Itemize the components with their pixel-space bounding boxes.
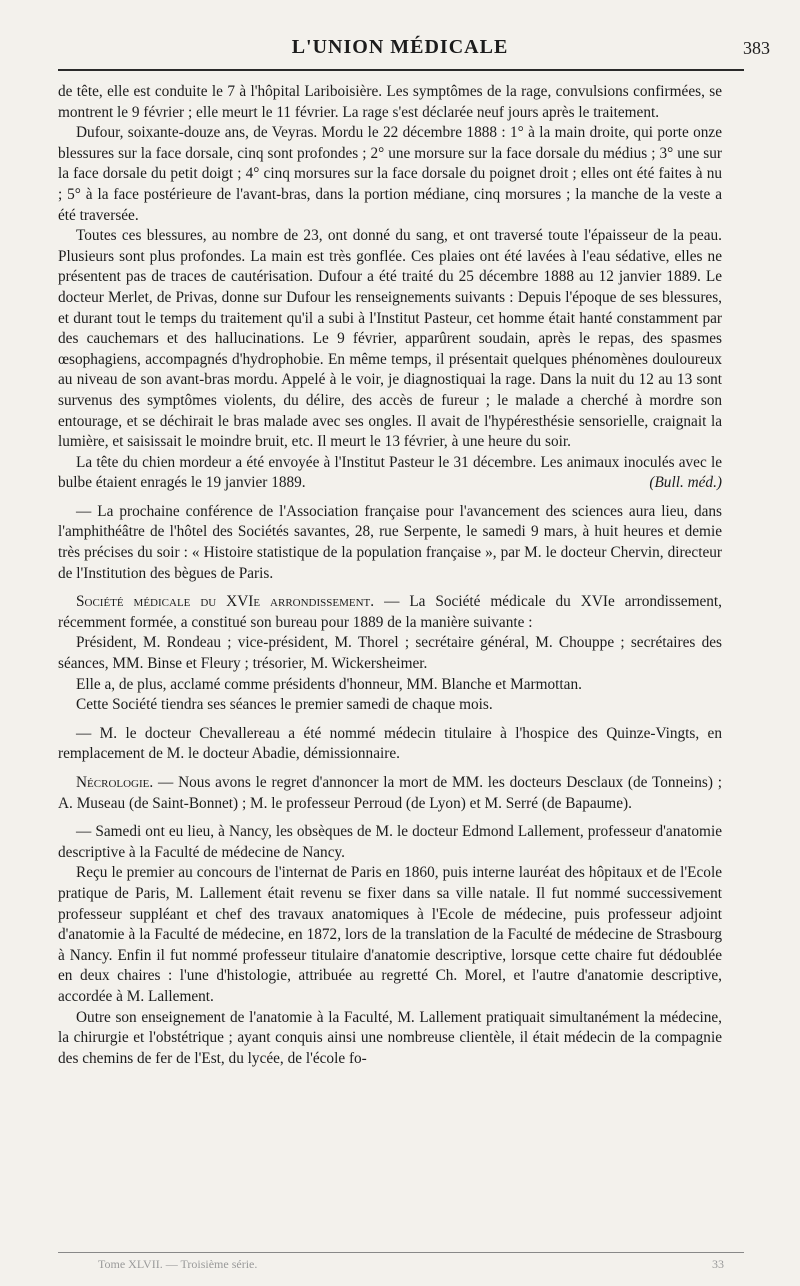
paragraph-p12 xyxy=(58,822,722,863)
paragraph-text: Président, M. Rondeau ; vice-président, M. Thorel ; secrétaire général, M. Chouppe ; secrétaires des séances, MM. Binse et Fleury ; trésorier, M. Wickersheimer. xyxy=(58,634,722,673)
paragraph-p5 xyxy=(58,502,722,584)
paragraph-p3 xyxy=(58,226,722,453)
paragraph-p11 xyxy=(58,773,722,814)
citation: (Bull. méd.) xyxy=(649,474,722,492)
section-lead: Nécrologie. xyxy=(76,774,154,791)
paragraph-p9 xyxy=(58,695,722,716)
paragraph-p6 xyxy=(58,592,722,633)
section-gap xyxy=(58,716,722,724)
paragraph-text: — M. le docteur Chevallereau a été nommé médecin titulaire à l'hospice des Quinze-Vingts, en remplacement de M. le docteur Abadie, démissionnaire. xyxy=(58,724,722,763)
paragraph-text: — La Société médicale du XVIe arrondissement, récemment formée, a constitué son bureau pour 1889 de la manière suivante : xyxy=(58,593,722,631)
paragraph-p1 xyxy=(58,82,722,123)
paragraph-p2 xyxy=(58,123,722,226)
paragraph-text: Elle a, de plus, acclamé comme présidents d'honneur, MM. Blanche et Marmottan. xyxy=(76,675,582,693)
footer-volume: Tome XLVII. — Troisième série. xyxy=(98,1257,258,1271)
paragraph-text: — Samedi ont eu lieu, à Nancy, les obsèques de M. le docteur Edmond Lallement, professeur d'anatomie descriptive à la Faculté de médecine de Nancy. xyxy=(58,823,722,861)
paragraph-p7 xyxy=(58,633,722,674)
paragraph-text: La tête du chien mordeur a été envoyée à l'Institut Pasteur le 31 décembre. Les animaux inoculés avec le bulbe étaient enragés le 19 janvier 1889. xyxy=(58,453,722,492)
header-rule xyxy=(58,69,744,71)
paragraph-text: Cette Société tiendra ses séances le premier samedi de chaque mois. xyxy=(76,696,493,714)
paragraph-text: Reçu le premier au concours de l'internat de Paris en 1860, puis interne lauréat des hôpitaux et de l'Ecole pratique de Paris, M. Lallement était revenu se fixer dans sa ville natale. Il fut nommé successivement professeur suppléant et chef des travaux anatomiques à l'Ecole de médecine, puis professeur adjoint d'anatomie à la Faculté de médecine, en 1872, lors de la translation de la Faculté de médecine de Strasbourg à Nancy. Enfin il fut nommé professeur titulaire d'anatomie descriptive, lorsque cette chaire fut dédoublée en deux chaires : l'une d'histologie, attribuée au regretté Ch. Morel, et l'autre d'anatomie descriptive, accordée à M. Lallement. xyxy=(58,864,722,1005)
section-lead: Société médicale du XVIe arrondissement. xyxy=(76,593,375,611)
paragraph-p13 xyxy=(58,863,722,1007)
paragraph-text: Outre son enseignement de l'anatomie à la Faculté, M. Lallement pratiquait simultanément la médecine, la chirurgie et l'obstétrique ; ayant conquis ainsi une nombreuse clientèle, il était médecin de la compagnie des chemins de fer de l'Est, du lycée, de l'école fo- xyxy=(58,1008,722,1067)
section-gap xyxy=(58,494,722,502)
paragraph-text: — Nous avons le regret d'annoncer la mort de MM. les docteurs Desclaux (de Tonneins) ; A. Museau (de Saint-Bonnet) ; M. le professeur Perroud (de Lyon) et M. Serré (de Bapaume). xyxy=(58,774,722,812)
article-body xyxy=(58,82,722,1069)
paragraph-text: Dufour, soixante-douze ans, de Veyras. Mordu le 22 décembre 1888 : 1° à la main droite, qui porte onze blessures sur la face dorsale, cinq sont profondes ; 2° une morsure sur la face dorsale du médius ; 3° une sur la face dorsale du petit doigt ; 4° cinq morsures sur la face dorsale du poignet droit ; elles ont été faites à nu ; 5° à la face postérieure de l'avant-bras, dans la portion médiane, cinq morsures ; la manche de la veste a été traversée. xyxy=(58,124,722,224)
section-gap xyxy=(58,814,722,822)
paragraph-text: Toutes ces blessures, au nombre de 23, ont donné du sang, et ont traversé toute l'épaisseur de la peau. Plusieurs sont plus profondes. La main est très gonflée. Ces plaies ont été lavées à l'eau sédative, elles ne présentent pas de traces de cautérisation. Dufour a été traité du 25 décembre 1888 au 12 janvier 1889. Le docteur Merlet, de Privas, donne sur Dufour les renseignements suivants : Depuis l'époque de ses blessures, et durant tout le temps du traitement qu'il a subi à l'Institut Pasteur, cet homme était hanté constamment par des cauchemars et des hallucinations. Le 9 février, apparûrent soudain, après le repas, des spasmes œsophagiens, accompagnés d'hydrophobie. En même temps, il présentait quelques phénomènes douloureux au niveau de son avant-bras mordu. Appelé à le voir, je diagnostiquai la rage. Dans la nuit du 12 au 13 sont survenus des symptômes violents, du délire, des accès de fureur ; le malade a cherché à mordre son entourage, et se déchirait le bras malade avec ses ongles. Il avait de l'hypéresthésie sensorielle, craignait la lumière, et saisissait le moindre bruit, etc. Il meurt le 13 février, à une heure du soir. xyxy=(58,227,722,451)
paragraph-text: — La prochaine conférence de l'Association française pour l'avancement des sciences aura lieu, dans l'amphithéâtre de l'hôtel des Sociétés savantes, 28, rue Serpente, le samedi 9 mars, à huit heures et demie très précises du soir : « Histoire statistique de la population française », par M. le docteur Chervin, directeur de l'Institution des bègues de Paris. xyxy=(58,502,722,582)
running-title: L'UNION MÉDICALE xyxy=(291,36,509,58)
footer-signature: 33 xyxy=(712,1257,724,1271)
paragraph-p14 xyxy=(58,1008,722,1070)
section-gap xyxy=(58,765,722,773)
page-number: 383 xyxy=(743,38,770,58)
paragraph-p4 xyxy=(58,453,722,494)
paragraph-p8 xyxy=(58,675,722,696)
paragraph-text: de tête, elle est conduite le 7 à l'hôpital Lariboisière. Les symptômes de la rage, convulsions confirmées, se montrent le 9 février ; elle meurt le 11 février. La rage s'est déclarée neuf jours après le traitement. xyxy=(58,83,722,121)
page-header xyxy=(0,36,800,66)
paragraph-p10 xyxy=(58,724,722,765)
page-footer xyxy=(58,1252,744,1275)
section-gap xyxy=(58,584,722,592)
